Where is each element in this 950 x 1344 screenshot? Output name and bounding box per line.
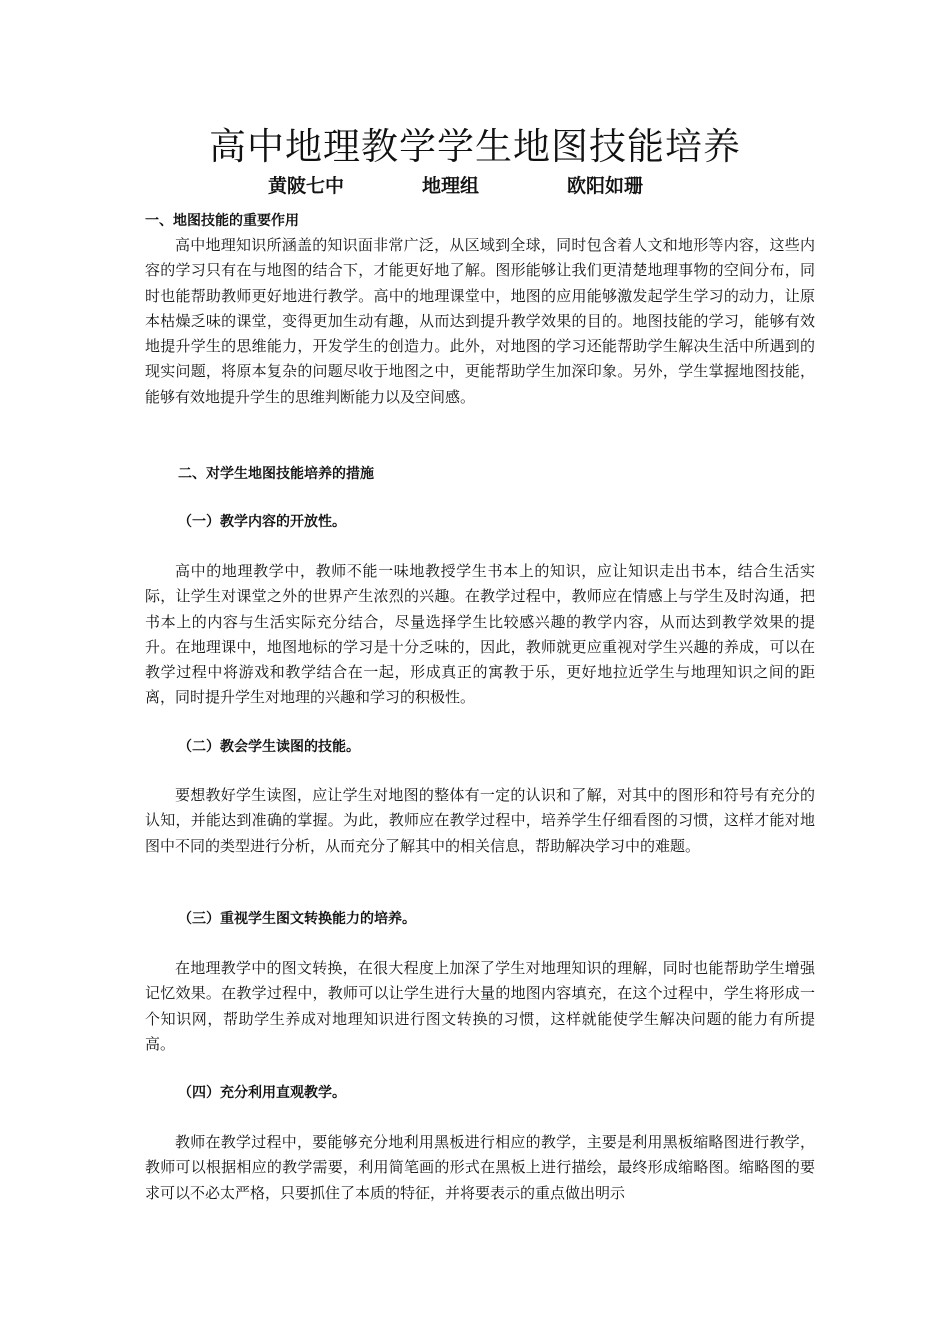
byline-author: 欧阳如珊 xyxy=(567,175,644,197)
subsection-heading-2: （二）教会学生读图的技能。 xyxy=(178,739,360,755)
subsection-heading-4: （四）充分利用直观教学。 xyxy=(178,1085,346,1101)
section-heading-2: 二、对学生地图技能培养的措施 xyxy=(178,466,374,482)
byline-group: 地理组 xyxy=(422,175,480,197)
document-title: 高中地理教学学生地图技能培养 xyxy=(209,125,741,168)
section-heading-1: 一、地图技能的重要作用 xyxy=(145,213,299,229)
subsection-paragraph-3: 在地理教学中的图文转换，在很大程度上加深了学生对地理知识的理解，同时也能帮助学生增强记忆效果。在教学过程中，教师可以让学生进行大量的地图内容填充，在这个过程中，学生将形成一个知识网，帮助学生养成对地理知识进行图文转换的习惯，这样就能使学生解决问题的能力有所提高。 xyxy=(145,959,815,1053)
subsection-paragraph-2: 要想教好学生读图，应让学生对地图的整体有一定的认识和了解，对其中的图形和符号有充分的认知，并能达到准确的掌握。为此，教师应在教学过程中，培养学生仔细看图的习惯，这样才能对地图中不同的类型进行分析，从而充分了解其中的相关信息，帮助解决学习中的难题。 xyxy=(145,786,815,855)
subsection-paragraph-1: 高中的地理教学中，教师不能一味地教授学生书本上的知识，应让知识走出书本，结合生活实际，让学生对课堂之外的世界产生浓烈的兴趣。在教学过程中，教师应在情感上与学生及时沟通，把书本上的内容与生活实际充分结合，尽量选择学生比较感兴趣的教学内容，从而达到教学效果的提升。在地理课中，地图地标的学习是十分乏味的，因此，教师就更应重视对学生兴趣的养成，可以在教学过程中将游戏和教学结合在一起，形成真正的寓教于乐，更好地拉近学生与地理知识之间的距离，同时提升学生对地理的兴趣和学习的积极性。 xyxy=(145,562,815,707)
subsection-heading-3: （三）重视学生图文转换能力的培养。 xyxy=(178,911,416,927)
subsection-heading-1: （一）教学内容的开放性。 xyxy=(178,514,346,530)
byline-school: 黄陂七中 xyxy=(268,175,345,197)
subsection-paragraph-4: 教师在教学过程中，要能够充分地利用黑板进行相应的教学，主要是利用黑板缩略图进行教学，教师可以根据相应的教学需要，利用简笔画的形式在黑板上进行描绘，最终形成缩略图。缩略图的要求可以不必太严格，只要抓住了本质的特征，并将要表示的重点做出明示 xyxy=(145,1133,815,1202)
section-paragraph-1: 高中地理知识所涵盖的知识面非常广泛，从区域到全球，同时包含着人文和地形等内容，这些内容的学习只有在与地图的结合下，才能更好地了解。图形能够让我们更清楚地理事物的空间分布，同时也能帮助教师更好地进行教学。高中的地理课堂中，地图的应用能够激发起学生学习的动力，让原本枯燥乏味的课堂，变得更加生动有趣，从而达到提升教学效果的目的。地图技能的学习，能够有效地提升学生的思维能力，开发学生的创造力。此外，对地图的学习还能帮助学生解决生活中所遇到的现实问题，将原本复杂的问题尽收于地图之中，更能帮助学生加深印象。另外，学生掌握地图技能，能够有效地提升学生的思维判断能力以及空间感。 xyxy=(145,236,815,406)
